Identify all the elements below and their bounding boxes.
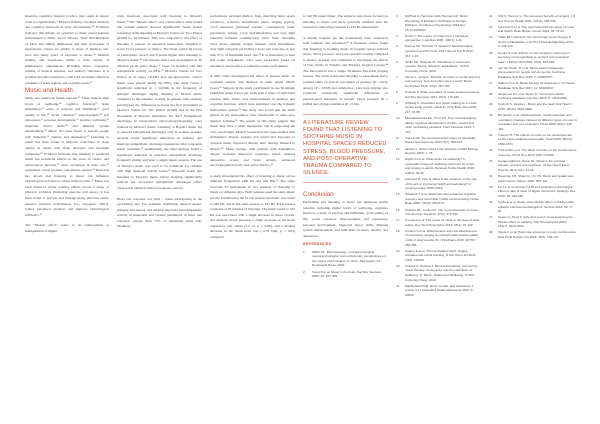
reference-item [489, 148, 577, 157]
reference-item [489, 92, 577, 101]
reference-number: 12 [396, 146, 400, 151]
reference-text: Lin LC et al. Mozart K.448 and epileptiform discharges: effect of ratio of lower to higher harmonics. Epilepsy Res 2010; 89: 238-245. [498, 184, 576, 198]
reference-item [489, 215, 577, 229]
paragraph: A smaller hospital spa has traditionally been considered both romantic and unwanted.⁴³ A literature review found that listening to soothing music in hospital spaces reduced stress, blood pressure, and post-operative trauma compared to silence. A study was conducted to investigate the effects of busy music in Yamaha and Barnes's magical journey.⁴⁴ The intervention was a single 30-minute free-form playing session. The study found that listening to keep-music had a positive effect on systolic perception of pressure (P = 0.01), anxiety (P = 0.008) and satisfaction. Live harp playing also produced statistically significant differences in physiological measures of systolic blood pressure (P = 0.064) and oxygen saturation (P = 0.04). [303, 35, 388, 107]
reference-item [489, 66, 577, 80]
reference-number: 30 [489, 113, 493, 118]
reference-text: Trappe HJ. The effects of music on the cardiovascular system and cardiovascular health. Heart 2010; 96(23): 1868-1871. [498, 132, 573, 147]
paragraph: Music has numerous health benefits.¹³ These include high levels of wellbeing,¹⁴ cognitive function,¹⁵ brain stimulation,¹⁶ sense of purpose and fulfilment,¹⁷ good quality of life,¹⁸ social cohesion,¹⁹ empowerment,²⁰ self expression,²¹ personal development,²² positive wellbeing,²³ improved motor skills,²⁴ and immune system enhancement.²⁵ Music has been found to benefit people with dementia,²⁶ anxiety and depression.²⁷ Listening to music has been found to improve reductions of sleep quality in adults with sleep disorders and insomnia symptoms.²⁸ Evidence indicates that listening to preferred music has beneficial effects in the areas of cardio- and neurological function,²⁹ early exchanges in heart rate,³⁰ respiration, blood pressure and muscle tension.³¹ Research has shown that listening to music can influence physiological reactions to stress-related events.³² Music has been found to evoke positive effects across a range of physical activities (including exercise and sport). It has been found to prevent and manage many affective states, enhance physical performance (i.e., ergogenic effect), reduce perceived exertion, and improve physiological efficiency.³³ [25, 96, 109, 217]
reference-item [489, 159, 577, 173]
reference-text: Daykin N et al. What works for wellbeing? A systematic review of wellbeing outcomes for music and singing in adults. Perspect Public Health 2018; 138(1): 39-46. [405, 157, 475, 175]
reference-item [396, 192, 480, 206]
reference-number: 24 [489, 35, 493, 40]
column-5 [396, 14, 480, 416]
paragraph: A 2007 study investigated the effect of passive music on cognitive anxiety and memory in older adults (60-85 years).³⁹ Subjects in the study participated in one 30-minute individual piano lesson per week plus 3 hours of individual practice time. There were improvements in memory and cognitive function, which were sustained over the 6-month intervention period.³⁹ The study also found that the skills gained in the intervention were transferable to other non-musical domains.³⁹ The results of this study suggest that music may have a wider therapeutic role in supporting the over one thought. Mozart Sonata had also been studied with Alzheimer's disease patients and found that exposure to classical music improved Mozart after therapy listened to Mozart.⁴⁰ Music therapy with patients with Alzheimer's disease included improved cognition, mood, reduced depressive scores and brain anxiety, enhanced autobiographical recall, and verbal fluency.⁴¹ [210, 74, 295, 168]
reference-text: Clift S, Hancox G. The perceived benefits of singing. J R Soc Promot Health 2001; 121(4): 248-256. [498, 14, 576, 23]
reference-number: 36 [489, 200, 493, 204]
reference-text: Fancourt D, Finn S. What is the evidence on the role of the arts in improving health and well-being? A scoping review. WHO 2019. [405, 177, 477, 191]
reference-number: 7 [396, 74, 398, 79]
reference-text: Fancourt D et al. The psychoneuroimmunology of music and health. Brain Behav Immun 2014; 36: 15-26. [498, 24, 575, 34]
reference-number: 19 [396, 248, 400, 253]
reference-number: 9 [396, 100, 398, 105]
reference-item [396, 101, 480, 115]
reference-item [396, 208, 480, 217]
reference-item [489, 113, 577, 131]
reference-number: 6 [396, 59, 398, 64]
reference-item [396, 75, 480, 89]
reference-text: MacDonald RAR. Music, health, and well-being: a review. Int J Qual Stud Health Well-being 2013; 8: 20635. [405, 283, 474, 297]
reference-item [396, 218, 480, 227]
reference-number: 29 [489, 102, 493, 107]
reference-number: 38 [489, 230, 493, 235]
reference-number: 11 [396, 135, 400, 140]
reference-item [489, 174, 577, 183]
reference-text: Thaut MH, McIntosh GC. Neurologic music therapy in stroke rehabilitation. Curr Phys Med Rehabil Rep 2014; 2: 106-113. [498, 35, 574, 49]
reference-item [396, 229, 480, 247]
reference-text: Thoma MV et al. The effect of music on the human stress response. PLoS One 2013; 8(8): e70156. [498, 148, 577, 157]
reference-text: Aalbers S et al. Music therapy for depression. Cochrane Database Syst Rev 2017; 11: CD004517. [498, 81, 575, 90]
reference-text: Jäncke L. Music drives brain plasticity. F1000 Biology Reports 2009; 1: 78. [405, 146, 479, 156]
reference-number: 34 [489, 174, 493, 179]
reference-item [396, 147, 480, 156]
reference-number: 4 [396, 33, 398, 38]
paragraph: to 440 Hz tuned music. The subjects were more focused on listening to music and more generally satisfied after the sessions in which they listened to 432 Hz tuned music. [303, 14, 388, 30]
reference-item [396, 249, 480, 263]
reference-item [489, 25, 577, 34]
reference-number: 32 [489, 148, 493, 153]
reference-number: 2 [303, 269, 305, 274]
reference-text: Pascoe FR, Scheuer H, Janata P. Musical feature extraction and the brain. Phil Trans R Soc B 2012; 367: 1-12. [405, 44, 474, 58]
reference-number: 37 [489, 215, 493, 220]
reference-text: Koelsch S, Jäncke L. Music and the heart. Eur Heart J 2015; 36(44): 3043-3049. [498, 102, 573, 111]
reference-item [303, 270, 388, 279]
reference-item [396, 284, 480, 298]
paragraph: brain functions associated with listening to Mozart's music.³⁴ The "Mozart effect" was coined after a study found that normal subjects showed significantly better spatial reasoning skills listening to Mozart's Sonata for Two Pianos (K448) for 10 minutes. This was compared to the effect of listening to periods of relaxation instructions designed to lower blood pressure or silence. The mean spatial IQ scores of participants were 8 and 9 points higher after listening to Mozart's music.³⁴ The Mozart effect was investigated in 48 children (4-18 years; mean 7 years 10 months) who had epileptiform activity on EEG.³⁵ Mozart's Sonata for Two Pianos in D major (K448) and age-appropriate control music were played during the EEG. The study found a significant reduction (p = 0.0006) in the frequency of epileptic discharges during listening to Mozart music compared to the baseline. A study in patients with epilepsy investigated the differences between the first movement of Mozart's Sonata for Two Pianos (K448) and in the first movement of Haydn's Symphony No. 94.³⁶ Epileptiform discharges in intracerebral electroencephalography were reduced by Mozart's music. Listening to Haydn's music led to reduced epileptiform discharges only in women. A meta-analysis found significant reductions in seizures and interictal epileptiform discharge frequencies after long-term music treatment.³⁷ Additionally, the meta-analysis found a significant reduction in interictal epileptiform discharge frequency during and after a single music session. The use of Mozart's music was seen to be beneficial for children with high interictal activity levels.³⁸ Research found that listening to Mozart's music before sleeping significantly reduced the associated epileptiform discharges effect observed in children with focal seizure activity. [117, 14, 202, 190]
reference-list [303, 250, 388, 279]
reference-item [396, 90, 480, 99]
reference-text: Kreutz G et al. Effects of choir singing or listening on secretory immunoglobulin A, cortisol, and emotional state. J Behav Med 2004; 27(6): 623-635. [498, 50, 570, 64]
reference-text: Trehub SE. The developmental origins of musicality. Nature Neuroscience 2003; 6(7): 669-673. [405, 135, 477, 145]
reference-number: 13 [396, 157, 400, 162]
reference-text: Karageorghis CI, Priest DL. Music in the exercise domain: a review and synthesis. Int Rev Sport Exerc Psychol 2012; 5(1): 44-66. [498, 158, 570, 172]
reference-number: 27 [489, 81, 493, 86]
reference-text: Jespersen KV et al. Music for insomnia in adults. Cochrane Database Syst Rev 2015; 8: CD010459. [498, 91, 568, 101]
reference-text: Creech A et al. The power of music in the lives of older adults. Res Stud Music Educ 2013; 35(1): 87-102. [405, 218, 480, 227]
reference-item [396, 264, 480, 282]
pull-quote: A LITERATURE REVIEW FOUND THAT LISTENING TO SOOTHING MUSIC IN HOSPITAL SPACES REDUCED STRESS, BLOOD PRESSURE, AND POST-OPERATIVE TRAUMA COMPARED TO SILENCE. [303, 114, 388, 184]
reference-number: 5 [396, 44, 398, 49]
reference-text: Pearce E et al. The ice-breaker effect: singing mediates fast social bonding. R Soc Open Sci 2015; 2(10): 150221. [405, 248, 477, 262]
reference-number: 31 [489, 132, 493, 137]
reference-list [396, 14, 480, 297]
reference-number: 26 [489, 65, 493, 70]
reference-number: 3 [396, 14, 398, 18]
reference-number: 17 [396, 218, 400, 223]
column-4 [303, 14, 388, 416]
reference-text: Schlaug G. Musicians and music making as a model for the study of brain plasticity. Prog Brain Res 2015; 217: 37-55. [405, 100, 477, 114]
reference-item [489, 200, 577, 214]
section-heading-conclusion: Conclusion [303, 191, 334, 199]
reference-number: 18 [396, 228, 400, 233]
reference-item [396, 14, 480, 32]
reference-item [489, 81, 577, 90]
reference-number: 33 [489, 158, 493, 163]
reference-number: 15 [396, 192, 400, 197]
reference-text: Särkämö T et al. Music listening enhances cognitive recovery and mood after middle cerebral artery stroke. Brain 2008; 131(3): 866-876. [405, 192, 480, 206]
reference-list [489, 14, 577, 240]
reference-item [396, 136, 480, 145]
reference-number: 28 [489, 91, 493, 96]
reference-number: 16 [396, 207, 400, 212]
reference-item [489, 185, 577, 199]
reference-text: Bernardi L et al. Cardiovascular, cerebrovascular, and respiratory changes induced by different types of music in musicians and non-musicians. Heart 2006; 92(4): 445-452. [498, 113, 577, 131]
reference-item [489, 14, 577, 23]
reference-number: 20 [396, 263, 400, 268]
reference-text: Grylls E et al. Study of the Mozart effect in children with epileptic electroencephalograms. Seizure 2018; 59: 77-81. [498, 200, 574, 214]
reference-item [396, 44, 480, 58]
reference-item [303, 250, 388, 268]
reference-text: McPhail A. Hermann-Gillis Hermann M. Music, Physiology & Evolution: Pathways to Human-Wellness. Frontiers in Psychology 2023 Nov 15;14:1293004. [405, 14, 469, 32]
reference-text: Miendlarzewska EA, Trost WJ. How musical training affects cognitive development: rhythm, reward and other modulating variables. Front Neurosci 2014; 7: 279. [405, 116, 477, 134]
reference-number: 25 [489, 50, 493, 55]
reference-item [396, 34, 480, 43]
reference-text: van der Steen JT et al. Music-based therapeutic interventions for people with dementia. Cochrane Database Syst Rev 2018; 7: CD003477. [498, 65, 566, 79]
reference-number: 22 [489, 14, 493, 18]
references-heading: REFERENCES [303, 242, 332, 247]
paragraph: The "Mozart effect" refers to an enhancement or manipulation of higher [25, 223, 109, 233]
reference-item [396, 116, 480, 134]
reference-text: Wallin NL. Biomusicology: neurophysiological, neuropsychological, and evolutionary perspectives on the origins and functions of music. Stuyvesant, NY: Pendragon Press, 1991. [312, 249, 386, 268]
reference-text: Ansdell G, DeNora T. Musical flourishing: community music therapy, controversy, and the cultivation of wellbeing. In: Music, Health and Wellbeing. Oxford University Press, 2012. [405, 263, 477, 282]
reference-item [489, 230, 577, 239]
reference-item [489, 35, 577, 49]
paragraph: Intensive repetitive musical practice may result in plastic brain re-organisations.⁹ Musical training can shape memory and cognitive functions in early development.¹⁰ Evidence indicates that infants are sensitive to many sound features fundamental to music across cultures. Their discrimination of pitch and timing differences and their perception of equivalence classes are similar to those of listeners who have had many years of exposure to music.¹¹ Musical training and experience utilise a wide variety of multisensory experiences, including motor execution, reading of musical notation, and auditory functions. It is possible that this experience could lead to transfer effects in a number of brain regions and cognitive areas.¹² [25, 14, 109, 85]
reference-text: Vuust P et al. Music in the brain. Nat Rev Neurosci 2022; 23: 287-305. [312, 269, 382, 279]
reference-number: 8 [396, 90, 398, 95]
reference-number: 21 [396, 283, 400, 288]
reference-text: Ferreri L, Verga L. Benefits of music on verbal learning and memory: how and when does it work? Music Perception 2016; 34(2): 167-182. [405, 74, 480, 89]
reference-text: Juslin PN, Sloboda JA. Handbook of music and emotion: theory, research, applications. Oxford University Press, 2010. [405, 59, 470, 73]
reference-number: 35 [489, 184, 493, 189]
reference-number: 23 [489, 24, 493, 29]
reference-item [396, 60, 480, 74]
column-6 [489, 14, 577, 416]
column-1 [25, 14, 109, 416]
reference-item [489, 133, 577, 147]
reference-text: Chanda ML, Levitin DJ. The neurochemistry of music. Trends Cogn Sci 2013; 17(4): 179-193. [405, 207, 479, 217]
reference-text: Peretz I. The nature of music from a biological perspective. Cognition 2006; 100(1): 1-32. [405, 33, 469, 43]
reference-text: Iñesta C et al. Heart rate response in music performance. Med Probl Perform Art 2018; 33(3): 169-176. [498, 230, 577, 240]
paragraph: A study investigated the effect of listening to music across different frequencies (440 Hz and 432 Hz).⁴² The study involved 33 participants in two sessions of listening to music on different days. Both sessions used the same music (movie soundtracks) but in one session the music was tuned to 440 Hz, and in the other session to 432 Hz. Each session consisted of 20 minutes of listening. The music tuned to 432 Hz was associated with a slight decrease in mean systolic and diastolic blood pressure, a slight decrease of the mean respiratory rate values (1.0 vs. p = 0.06), and a marked decrease in the mean heart rate (-4.79 bpm; p = 0.05) compared [210, 173, 295, 239]
reference-text: Rauscher FH, Shaw GL, Ky KN. Music and spatial task performance. Nature 1993; 365: 611. [498, 174, 574, 183]
reference-number: 14 [396, 177, 400, 182]
reference-item [489, 51, 577, 65]
paragraph: Performing and listening to music has numerous health benefits, including higher levels of wellbeing, cognitive function, a sense of purpose and fulfilment, good quality of life, social cohesion, empowerment, self expression, personal development, improved motor skills, immune system enhancement, and reductions in stress, anxiety, and depression. [303, 200, 388, 238]
reference-item [396, 157, 480, 175]
column-2 [117, 14, 202, 416]
reference-text: Koelsch S. Brain correlates of music-evoked emotions. Nat Rev Neurosci 2014; 15(3): 170-180. [405, 90, 480, 99]
reference-number: 1 [303, 249, 305, 254]
reference-text: Coulton S et al. Effectiveness and cost-effectiveness of community singing on mental health-related quality of life of older people. Br J Psychiatry 2015; 207(3): 250-255. [405, 228, 479, 247]
section-heading-music-and-health: Music and Health [25, 87, 73, 95]
paragraph: Heart rate response can yield – when participating in the performing arts. For example, drumming, musical theatre (singing and dance), and singing improved parasympathetic activity in musicians and created parameters of heart rate response: greater than 75% of maximum heart rate. Moderate [117, 196, 202, 229]
reference-text: Sesso G, Sicca F. Safe and sound: meta-analyzing the Mozart effect on epilepsy. Clin Neurophysiol 2020; 131(7): 1610-1620. [498, 215, 573, 229]
reference-item [396, 177, 480, 191]
reference-item [489, 102, 577, 111]
column-3 [210, 14, 295, 416]
reference-number: 10 [396, 116, 400, 121]
paragraph: performance included distinct, flute, marching band, sports conductor, orchestra instruments, piano, singing (opera), vocal instructor (included clarinet, contemporary band, percussion, strings, vocal instrumentation and very light rehearsal included contemporary band, flute, marching band, piano, singing, strings, trumpet, wind instruments. Very light rehearsal performed a heart rate response of less than 57% of maximum heart rate.³⁸ It is interesting to note that some instruments were seen performed based on whether it was practice or rehearsal versus performance. [210, 14, 295, 68]
